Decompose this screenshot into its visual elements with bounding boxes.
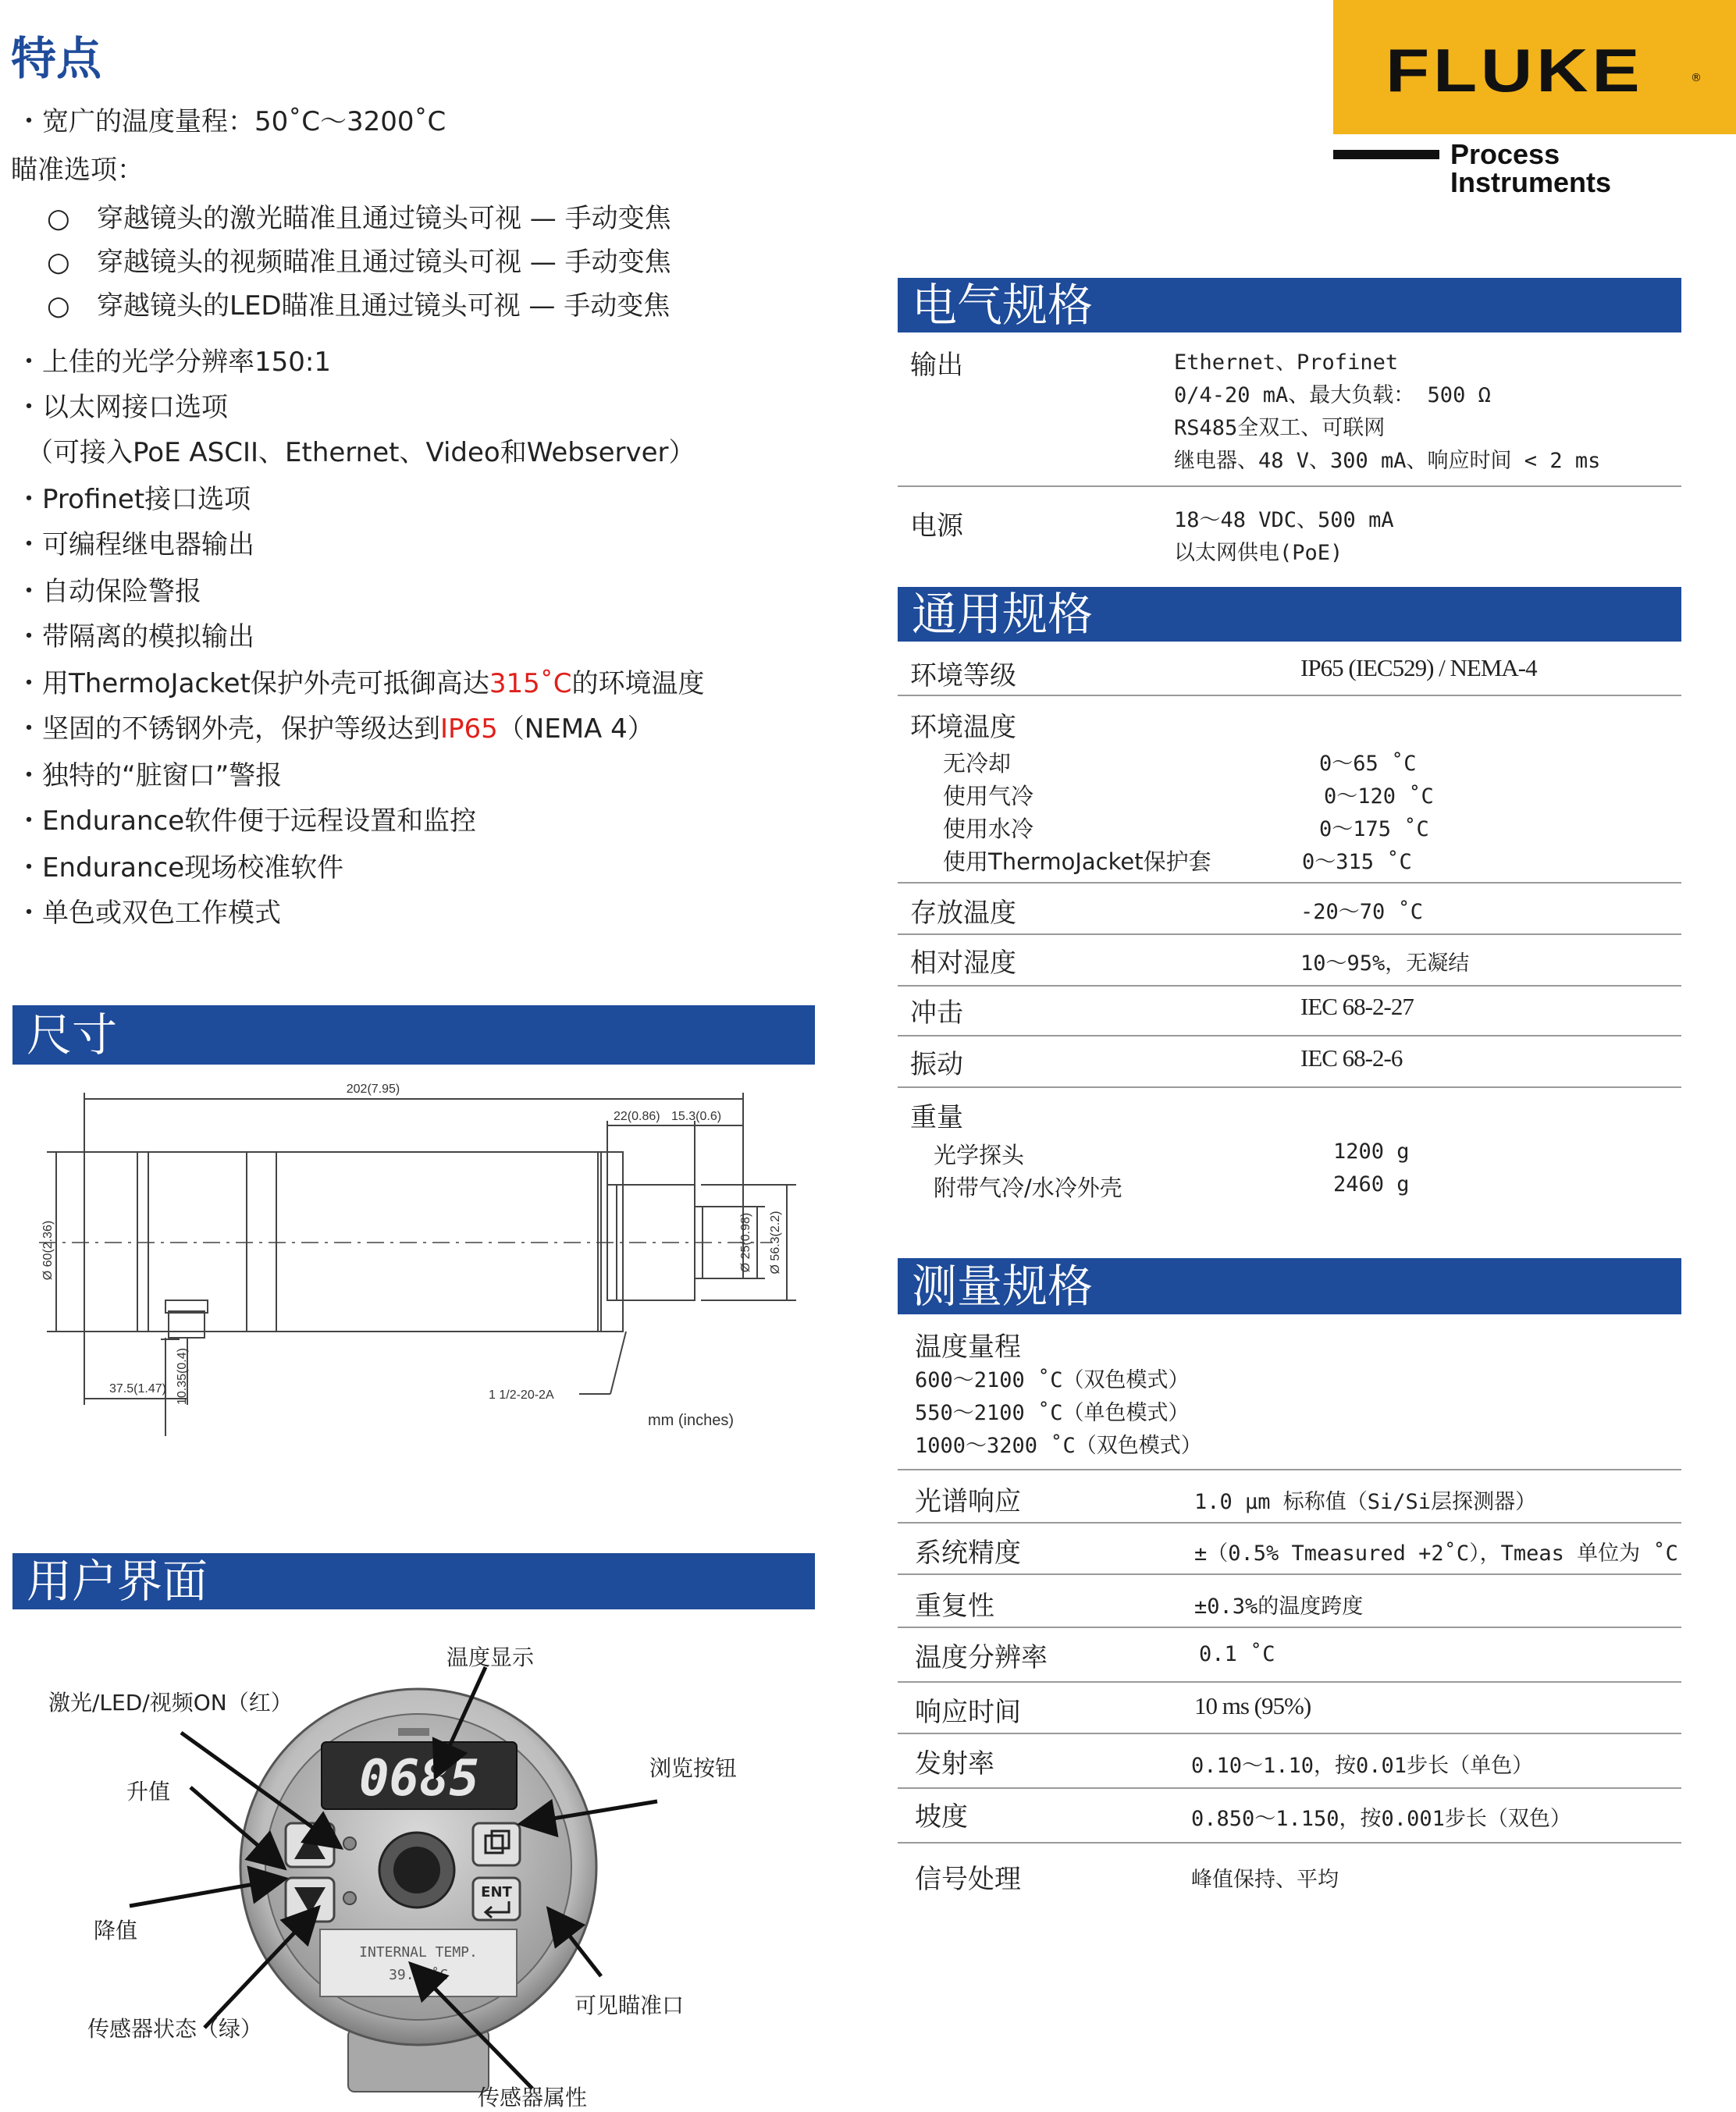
feature-item: ・Endurance现场校准软件 [16, 852, 344, 884]
aiming-label: 瞄准选项： [11, 155, 144, 186]
feature-item: ・自动保险警报 [16, 576, 201, 607]
divider [898, 1627, 1681, 1628]
slope-value: 0.850～1.150，按0.001步长（双色） [1191, 1807, 1571, 1831]
ambient-value: 0～65 ˚C [1319, 752, 1417, 776]
divider [898, 1842, 1681, 1844]
aiming-option-2: ○ 穿越镜头的视频瞄准且通过镜头可视 — 手动变焦 [47, 247, 671, 278]
callout-sensor-status: 传感器状态（绿） [87, 2016, 263, 2042]
range-value: 600～2100 ˚C（双色模式） [915, 1368, 1190, 1392]
ambient-label: 环境温度 [910, 712, 1016, 743]
general-section-header: 通用规格 [898, 587, 1681, 642]
callout-up: 升值 [126, 1779, 171, 1804]
feature-thermojacket: ・用ThermoJacket保护外壳可抵御高达315˚C的环境温度 [16, 668, 705, 699]
weight-value: 2460 g [1333, 1172, 1410, 1196]
output-value: RS485全双工、可联网 [1174, 416, 1386, 440]
dim-22: 22(0.86) [614, 1110, 660, 1123]
divider [898, 985, 1681, 987]
ambient-value: 0～315 ˚C [1302, 850, 1412, 874]
output-value: 继电器、48 V、300 mA、响应时间 < 2 ms [1174, 449, 1601, 473]
divider [898, 1733, 1681, 1734]
feature-item: ・Endurance软件便于远程设置和监控 [16, 805, 477, 837]
range-value: 550～2100 ˚C（单色模式） [915, 1401, 1190, 1425]
ambient-value: 0～175 ˚C [1319, 817, 1429, 841]
env-rating-label: 环境等级 [910, 660, 1016, 692]
feature-item: ・以太网接口选项 [16, 392, 228, 423]
fluke-logo: FLUKE [1386, 36, 1644, 105]
features-title: 特点 [11, 32, 102, 85]
internal-temp-label: INTERNAL TEMP. [359, 1944, 478, 1961]
resolution-value: 0.1 ˚C [1199, 1642, 1275, 1666]
divider [898, 1035, 1681, 1036]
range-value: 1000～3200 ˚C（双色模式） [915, 1434, 1202, 1458]
ambient-key: 无冷却 [943, 750, 1012, 777]
callout-sensor-props: 传感器属性 [478, 2085, 588, 2110]
divider [898, 485, 1681, 487]
circle-bullet-icon: ○ [47, 290, 70, 322]
electrical-section-header: 电气规格 [898, 278, 1681, 332]
thread-label: 1 1/2-20-2A [489, 1388, 554, 1402]
accuracy-value: ±（0.5% Tmeasured +2˚C），Tmeas 单位为 ˚C [1194, 1541, 1678, 1566]
divider [898, 1681, 1681, 1683]
feature-item: ・单色或双色工作模式 [16, 898, 281, 929]
weight-key: 光学探头 [934, 1142, 1025, 1168]
storage-value: -20～70 ˚C [1300, 900, 1424, 924]
feature-item: （可接入PoE ASCII、Ethernet、Video和Webserver） [27, 437, 695, 468]
humidity-value: 10～95%，无凝结 [1300, 951, 1470, 976]
divider [898, 1469, 1681, 1470]
dim-diameter-25: Ø 25(0.98) [739, 1212, 752, 1273]
output-value: Ethernet、Profinet [1174, 350, 1399, 375]
dim-10: 10.35(0.4) [176, 1348, 189, 1405]
power-value: 18～48 VDC、500 mA [1174, 508, 1394, 532]
power-label: 电源 [910, 510, 963, 542]
vibration-value: IEC 68-2-6 [1300, 1044, 1403, 1072]
repeatability-label: 重复性 [915, 1591, 994, 1622]
feature-item: ・带隔离的模拟输出 [16, 621, 254, 652]
resolution-label: 温度分辨率 [915, 1642, 1048, 1673]
dimension-drawing [23, 1069, 804, 1444]
slope-label: 坡度 [915, 1801, 968, 1833]
process-instruments-logo: Process Instruments [1450, 138, 1612, 198]
callout-laser-on: 激光/LED/视频ON（红） [48, 1690, 293, 1716]
registered-mark: ® [1691, 72, 1702, 84]
shock-value: IEC 68-2-27 [1300, 993, 1414, 1020]
divider [898, 1086, 1681, 1088]
divider [898, 695, 1681, 696]
power-value: 以太网供电(PoE) [1174, 541, 1343, 565]
dim-total-length: 202(7.95) [346, 1083, 400, 1096]
logo-bar [1333, 150, 1439, 159]
storage-label: 存放温度 [910, 898, 1016, 929]
ambient-key: 使用ThermoJacket保护套 [943, 848, 1211, 875]
feature-steel: ・坚固的不锈钢外壳，保护等级达到IP65（NEMA 4） [16, 713, 654, 745]
aiming-option-1: ○ 穿越镜头的激光瞄准且通过镜头可视 — 手动变焦 [47, 203, 671, 234]
measurement-section-header: 测量规格 [898, 1258, 1681, 1314]
ambient-key: 使用气冷 [943, 783, 1034, 809]
enter-label: ENT [481, 1884, 512, 1900]
signal-processing-label: 信号处理 [915, 1864, 1021, 1895]
feature-range: ・宽广的温度量程：50˚C～3200˚C [16, 106, 446, 137]
divider [898, 933, 1681, 935]
spectral-label: 光谱响应 [915, 1486, 1021, 1517]
output-value: 0/4-20 mA、最大负载： 500 Ω [1174, 383, 1491, 407]
internal-temp-value: 39.2 ˚C [389, 1967, 448, 1983]
ui-section-header: 用户界面 [12, 1553, 815, 1609]
dimensions-section-header: 尺寸 [12, 1005, 815, 1065]
range-label: 温度量程 [915, 1332, 1021, 1363]
emissivity-value: 0.10～1.10，按0.01步长（单色） [1191, 1754, 1534, 1778]
ambient-key: 使用水冷 [943, 816, 1034, 842]
circle-bullet-icon: ○ [47, 247, 70, 278]
callout-down: 降值 [94, 1918, 138, 1943]
signal-processing-value: 峰值保持、平均 [1191, 1868, 1339, 1892]
humidity-label: 相对湿度 [910, 948, 1016, 979]
aiming-option-3: ○ 穿越镜头的LED瞄准且通过镜头可视 — 手动变焦 [47, 290, 671, 322]
accuracy-label: 系统精度 [915, 1538, 1021, 1569]
display-readout: 0685 [358, 1750, 480, 1808]
repeatability-value: ±0.3%的温度跨度 [1194, 1595, 1364, 1619]
divider [898, 1522, 1681, 1524]
vibration-label: 振动 [910, 1049, 963, 1080]
dim-diameter-56: Ø 56.3(2.2) [769, 1211, 782, 1275]
emissivity-label: 发射率 [915, 1748, 994, 1780]
weight-key: 附带气冷/水冷外壳 [934, 1175, 1122, 1201]
divider [898, 882, 1681, 884]
feature-item: ・独特的“脏窗口”警报 [16, 760, 283, 791]
callout-temp-display: 温度显示 [446, 1644, 535, 1670]
response-time-label: 响应时间 [915, 1697, 1021, 1728]
response-time-value: 10 ms (95%) [1194, 1692, 1311, 1719]
divider [898, 1573, 1681, 1575]
dim-diameter-60: Ø 60(2.36) [41, 1220, 55, 1281]
dim-37: 37.5(1.47) [109, 1382, 166, 1396]
ambient-value: 0～120 ˚C [1324, 784, 1434, 809]
feature-item: ・Profinet接口选项 [16, 484, 251, 515]
weight-value: 1200 g [1333, 1140, 1410, 1164]
feature-item: ・上佳的光学分辨率150:1 [16, 347, 331, 378]
dim-15: 15.3(0.6) [671, 1110, 722, 1123]
feature-item: ・可编程继电器输出 [16, 529, 254, 560]
circle-bullet-icon: ○ [47, 203, 70, 234]
units-label: mm (inches) [648, 1412, 735, 1429]
callout-sighting: 可见瞄准口 [575, 1993, 685, 2018]
shock-label: 冲击 [910, 997, 963, 1029]
divider [898, 1787, 1681, 1789]
env-rating-value: IP65 (IEC529) / NEMA-4 [1300, 654, 1537, 681]
output-label: 输出 [910, 350, 963, 381]
weight-label: 重量 [910, 1102, 963, 1133]
callout-browse: 浏览按钮 [649, 1755, 738, 1781]
spectral-value: 1.0 μm 标称值（Si/Si层探测器） [1194, 1490, 1537, 1514]
